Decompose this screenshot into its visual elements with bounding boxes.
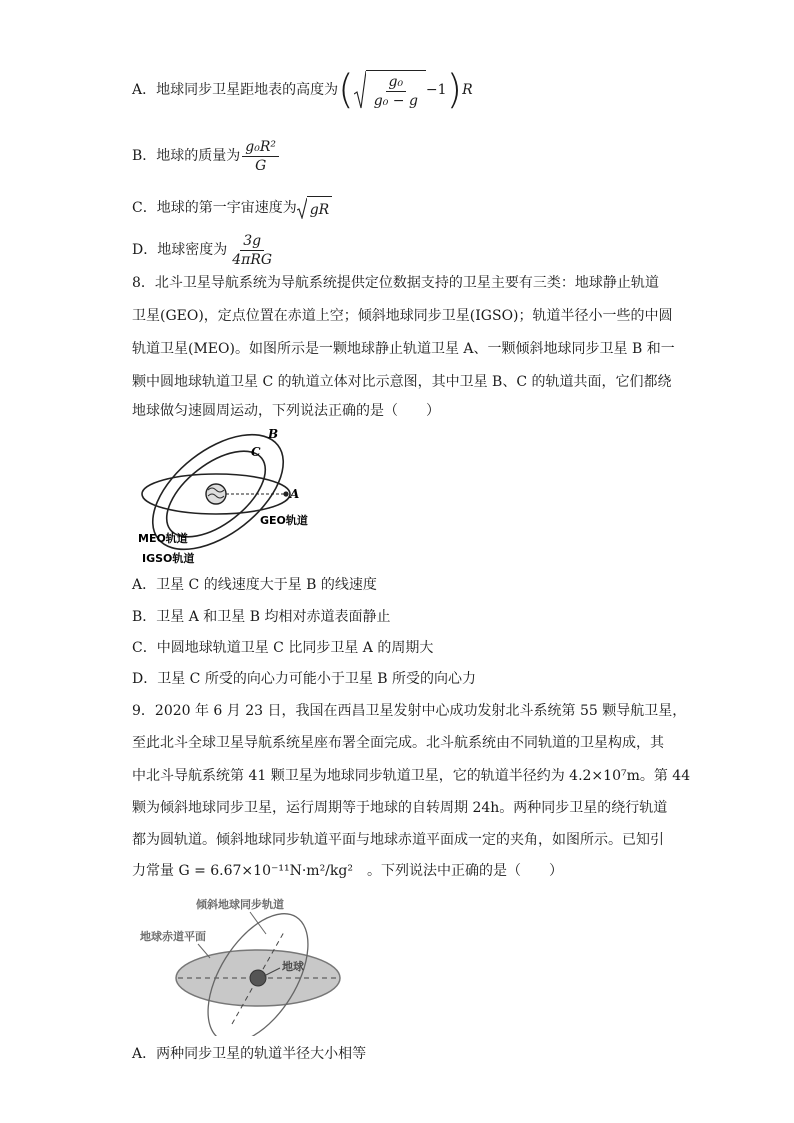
q7-option-a[interactable] — [132, 66, 473, 114]
earth-icon — [206, 484, 226, 504]
q8-stem-line: 卫星(GEO)，定点位置在赤道上空；倾斜地球同步卫星(IGSO)；轨道半径小一些的中圆 — [132, 308, 673, 324]
q8-option-c[interactable]: C．中圆地球轨道卫星 C 比同步卫星 A 的周期大 — [132, 640, 434, 656]
earth-label: 地球 — [282, 960, 304, 973]
q8-option-b[interactable]: B．卫星 A 和卫星 B 均相对赤道表面静止 — [132, 609, 391, 625]
orbit-diagram — [136, 424, 322, 570]
q9-stem-line: 9．2020 年 6 月 23 日，我国在西昌卫星发射中心成功发射北斗系统第 55 颗导航卫星， — [132, 703, 687, 719]
q9-stem-line: 都为圆轨道。倾斜地球同步轨道平面与地球赤道平面成一定的夹角，如图所示。已知引 — [132, 832, 664, 848]
option-b-text: B．地球的质量为 — [132, 148, 241, 164]
sqrt-expression — [297, 196, 333, 221]
numerator: g₀ — [386, 73, 407, 92]
fraction — [371, 73, 421, 110]
q8-option-d[interactable]: D．卫星 C 所受的向心力可能小于卫星 B 所受的向心力 — [132, 671, 477, 687]
radical-sign — [297, 197, 307, 219]
q8-option-a[interactable]: A．卫星 C 的线速度大于星 B 的线速度 — [132, 577, 377, 593]
numerator: g₀R² — [242, 138, 279, 157]
equator-label: 地球赤道平面 — [140, 930, 206, 943]
satellite-a-dot — [283, 491, 288, 496]
option-a-text: A．地球同步卫星距地表的高度为 — [132, 82, 339, 98]
q9-stem-line: 至此北斗全球卫星导航系统星座布署全面完成。北斗航系统由不同轨道的卫星构成，其 — [132, 735, 664, 751]
q9-stem-line: 力常量 G = 6.67×10⁻¹¹N·m²/kg² 。下列说法中正确的是（ ） — [132, 863, 563, 879]
q8-stem-line: 8．北斗卫星导航系统为导航系统提供定位数据支持的卫星主要有三类：地球静止轨道 — [132, 275, 659, 291]
igso-label: IGSO轨道 — [142, 552, 195, 565]
geo-label: GEO轨道 — [260, 514, 308, 527]
q8-stem-line: 地球做匀速圆周运动，下列说法正确的是（ ） — [132, 403, 440, 419]
option-c-text: C．地球的第一宇宙速度为 — [132, 200, 297, 216]
radicand: gR — [307, 196, 333, 221]
option-d-text: D．地球密度为 — [132, 242, 228, 258]
radical-sign — [354, 70, 366, 110]
fraction — [229, 232, 275, 269]
numerator: 3g — [240, 232, 264, 251]
left-paren: ( — [338, 67, 354, 113]
label-a: A — [290, 487, 300, 501]
fraction — [242, 138, 279, 175]
q9-option-a[interactable]: A．两种同步卫星的轨道半径大小相等 — [132, 1046, 367, 1062]
q9-stem-line: 中北斗导航系统第 41 颗卫星为地球同步轨道卫星，它的轨道半径约为 4.2×10⁷m。第 44 — [132, 768, 691, 784]
sqrt-expression — [354, 70, 426, 110]
q8-stem-line: 轨道卫星(MEO)。如图所示是一颗地球静止轨道卫星 A、一颗倾斜地球同步卫星 B 和一 — [132, 341, 675, 357]
denominator: 4πRG — [232, 251, 273, 268]
q7-option-b[interactable] — [132, 134, 281, 178]
denominator: g₀ − g — [373, 93, 418, 109]
label-c: C — [251, 445, 261, 459]
q7-option-c[interactable] — [132, 196, 332, 220]
minus-one: −1 — [425, 82, 447, 98]
radius-symbol: R — [462, 82, 473, 98]
q8-stem-line: 颗中圆地球轨道卫星 C 的轨道立体对比示意图，其中卫星 B、C 的轨道共面，它们都绕 — [132, 374, 672, 390]
label-b: B — [268, 427, 279, 441]
orbit-plane-diagram — [138, 890, 358, 1036]
q7-option-d[interactable] — [132, 228, 277, 272]
meo-label: MEO轨道 — [138, 532, 188, 545]
q9-stem-line: 颗为倾斜地球同步卫星，运行周期等于地球的自转周期 24h。两种同步卫星的绕行轨道 — [132, 800, 668, 816]
earth-icon — [250, 970, 266, 986]
tilted-orbit-label: 倾斜地球同步轨道 — [196, 898, 284, 911]
right-paren: ) — [446, 67, 463, 113]
label-pointer — [250, 912, 266, 934]
label-pointer — [198, 944, 210, 958]
denominator: G — [255, 157, 267, 174]
